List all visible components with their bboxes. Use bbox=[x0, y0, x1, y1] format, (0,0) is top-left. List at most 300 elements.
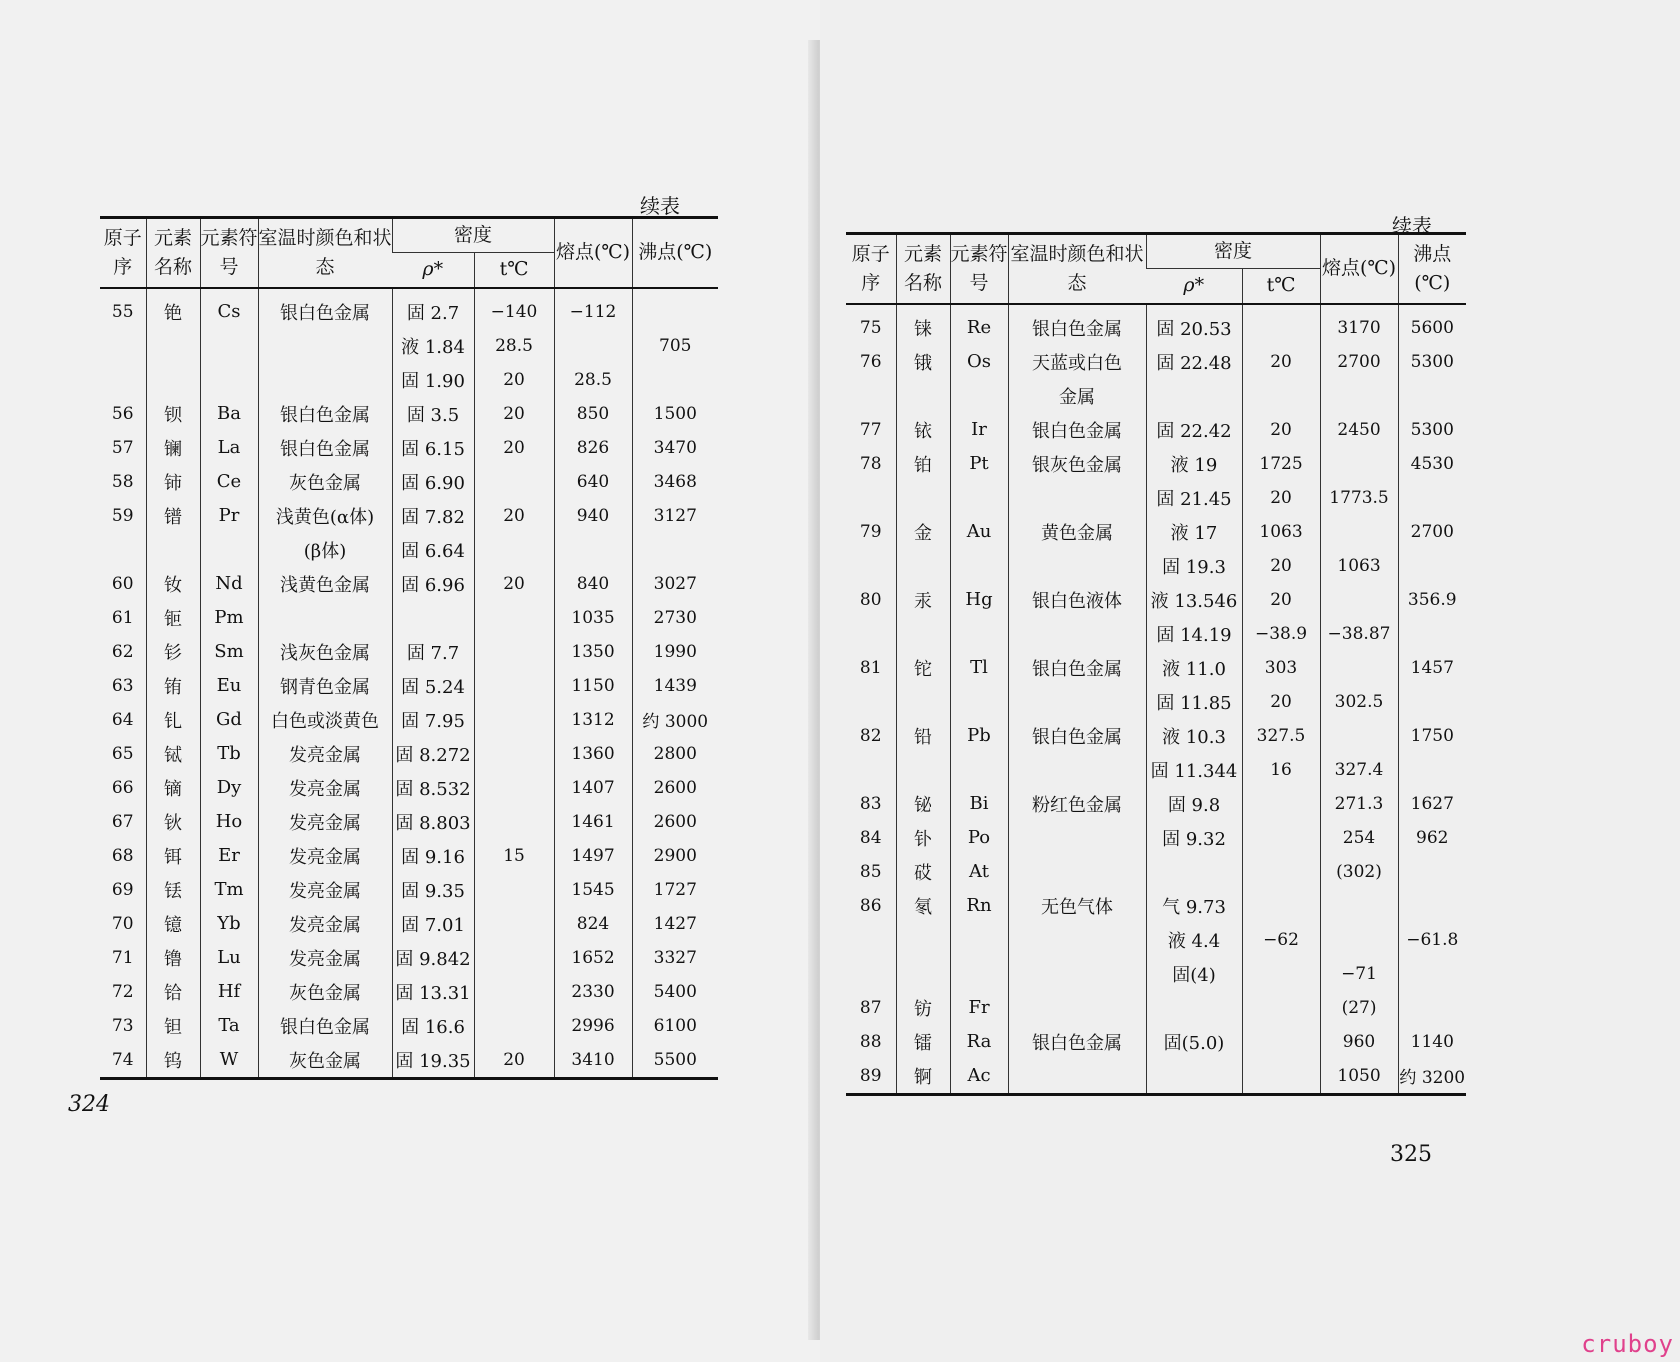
cell-seq: 86 bbox=[859, 895, 882, 916]
cell-density: 固 19.3 bbox=[1146, 549, 1242, 583]
cell-melting: (302) bbox=[1320, 855, 1398, 889]
cell-state: 银白色金属 bbox=[1008, 1025, 1146, 1059]
cell-melting: 840 bbox=[554, 567, 632, 601]
cell-density: 液 19 bbox=[1146, 447, 1242, 481]
cell-melting: 2700 bbox=[1320, 345, 1398, 379]
cell-melting: 254 bbox=[1320, 821, 1398, 855]
cell-symbol bbox=[950, 379, 1008, 413]
cell-name: 铒 bbox=[146, 839, 200, 873]
cell-temp: 15 bbox=[474, 839, 554, 873]
cell-temp bbox=[1242, 1059, 1320, 1095]
cell-seq: 69 bbox=[111, 879, 134, 900]
cell-melting bbox=[1320, 889, 1398, 923]
cell-density: 固 19.35 bbox=[392, 1043, 474, 1079]
cell-density: 液 1.84 bbox=[392, 329, 474, 363]
table-row bbox=[846, 957, 1466, 991]
cell-name: 钫 bbox=[896, 991, 950, 1025]
cell-symbol bbox=[950, 957, 1008, 991]
cell-temp: −38.9 bbox=[1242, 617, 1320, 651]
cell-seq: 58 bbox=[111, 471, 134, 492]
cell-boiling: 5400 bbox=[632, 975, 718, 1009]
cell-name bbox=[896, 379, 950, 413]
cell-symbol: Hf bbox=[200, 975, 258, 1009]
cell-state: 银白色金属 bbox=[1008, 413, 1146, 447]
cell-density: 固 3.5 bbox=[392, 397, 474, 431]
cell-boiling bbox=[1398, 549, 1466, 583]
cell-boiling: 1727 bbox=[632, 873, 718, 907]
cell-temp bbox=[474, 703, 554, 737]
cell-melting bbox=[1320, 515, 1398, 549]
cell-boiling bbox=[632, 288, 718, 329]
cell-density: 固 9.842 bbox=[392, 941, 474, 975]
cell-melting: 1360 bbox=[554, 737, 632, 771]
cell-seq: 71 bbox=[111, 947, 134, 968]
cell-state: 灰色金属 bbox=[258, 465, 392, 499]
element-table bbox=[100, 216, 718, 1080]
cell-temp bbox=[474, 465, 554, 499]
cell-density: 固 9.8 bbox=[1146, 787, 1242, 821]
cell-density: 固 8.532 bbox=[392, 771, 474, 805]
cell-temp: −62 bbox=[1242, 923, 1320, 957]
cell-name: 钕 bbox=[146, 567, 200, 601]
cell-name bbox=[896, 617, 950, 651]
cell-melting bbox=[554, 329, 632, 363]
cell-boiling: 5300 bbox=[1398, 413, 1466, 447]
header-density: 密度 bbox=[392, 218, 554, 253]
cell-seq: 65 bbox=[111, 743, 134, 764]
cell-melting: 302.5 bbox=[1320, 685, 1398, 719]
cell-state: 天蓝或白色 bbox=[1008, 345, 1146, 379]
table-row bbox=[846, 549, 1466, 583]
cell-density: 固(5.0) bbox=[1146, 1025, 1242, 1059]
cell-temp bbox=[474, 805, 554, 839]
cell-seq: 83 bbox=[859, 793, 882, 814]
cell-temp: 20 bbox=[1242, 549, 1320, 583]
cell-name: 铽 bbox=[146, 737, 200, 771]
cell-boiling: 3470 bbox=[632, 431, 718, 465]
cell-name: 铋 bbox=[896, 787, 950, 821]
cell-state bbox=[1008, 1059, 1146, 1095]
cell-melting: 1063 bbox=[1320, 549, 1398, 583]
table-row bbox=[846, 583, 1466, 617]
cell-temp bbox=[474, 1009, 554, 1043]
cell-symbol: Ra bbox=[950, 1025, 1008, 1059]
cell-temp: 327.5 bbox=[1242, 719, 1320, 753]
cell-seq: 82 bbox=[859, 725, 882, 746]
cell-boiling: 1500 bbox=[632, 397, 718, 431]
header-seq: 原子序 bbox=[103, 226, 142, 278]
cell-melting: 1150 bbox=[554, 669, 632, 703]
cell-name: 钽 bbox=[146, 1009, 200, 1043]
cell-state: 银白色金属 bbox=[258, 397, 392, 431]
cell-state: 灰色金属 bbox=[258, 1043, 392, 1079]
cell-seq bbox=[846, 617, 896, 651]
cell-temp: 20 bbox=[1242, 583, 1320, 617]
cell-melting: 1773.5 bbox=[1320, 481, 1398, 515]
cell-temp bbox=[474, 737, 554, 771]
cell-seq: 62 bbox=[111, 641, 134, 662]
cell-temp: 16 bbox=[1242, 753, 1320, 787]
cell-boiling: 1439 bbox=[632, 669, 718, 703]
cell-name bbox=[146, 363, 200, 397]
header-seq: 原子序 bbox=[851, 242, 890, 294]
cell-symbol: Eu bbox=[200, 669, 258, 703]
cell-symbol: Bi bbox=[950, 787, 1008, 821]
cell-boiling: 约 3200 bbox=[1398, 1059, 1466, 1095]
cell-name: 钬 bbox=[146, 805, 200, 839]
cell-melting: 850 bbox=[554, 397, 632, 431]
cell-symbol: Pt bbox=[950, 447, 1008, 481]
cell-seq: 75 bbox=[859, 317, 882, 338]
cell-boiling: 2600 bbox=[632, 771, 718, 805]
cell-seq bbox=[846, 753, 896, 787]
cell-boiling: 5300 bbox=[1398, 345, 1466, 379]
header-melting: 熔点(℃) bbox=[554, 218, 632, 288]
cell-melting: 1461 bbox=[554, 805, 632, 839]
cell-boiling: 3127 bbox=[632, 499, 718, 533]
cell-state: 银白色液体 bbox=[1008, 583, 1146, 617]
cell-density: 固 14.19 bbox=[1146, 617, 1242, 651]
cell-symbol: Cs bbox=[200, 288, 258, 329]
cell-symbol: Ir bbox=[950, 413, 1008, 447]
cell-state: 粉红色金属 bbox=[1008, 787, 1146, 821]
cell-density: 固 21.45 bbox=[1146, 481, 1242, 515]
cell-melting: 1050 bbox=[1320, 1059, 1398, 1095]
table-row bbox=[846, 855, 1466, 889]
cell-temp: 28.5 bbox=[474, 329, 554, 363]
cell-name: 镝 bbox=[146, 771, 200, 805]
cell-seq: 61 bbox=[111, 607, 134, 628]
cell-symbol: Tm bbox=[200, 873, 258, 907]
header-rho: ρ* bbox=[422, 258, 444, 281]
cell-temp bbox=[474, 975, 554, 1009]
cell-temp bbox=[474, 635, 554, 669]
cell-seq: 76 bbox=[859, 351, 882, 372]
cell-symbol: Tl bbox=[950, 651, 1008, 685]
cell-name: 铯 bbox=[146, 288, 200, 329]
cell-boiling: 356.9 bbox=[1398, 583, 1466, 617]
table-row bbox=[100, 975, 718, 1009]
cell-boiling: 5600 bbox=[1398, 304, 1466, 345]
cell-density: 固 6.15 bbox=[392, 431, 474, 465]
cell-melting: 1312 bbox=[554, 703, 632, 737]
table-row bbox=[100, 941, 718, 975]
cell-state: 银白色金属 bbox=[1008, 304, 1146, 345]
cell-seq bbox=[846, 923, 896, 957]
cell-seq: 81 bbox=[859, 657, 882, 678]
cell-state: 发亮金属 bbox=[258, 873, 392, 907]
cell-melting bbox=[1320, 379, 1398, 413]
table-row bbox=[100, 533, 718, 567]
cell-melting: 1497 bbox=[554, 839, 632, 873]
cell-temp: 20 bbox=[474, 499, 554, 533]
header-t: t℃ bbox=[474, 253, 554, 288]
cell-symbol: Po bbox=[950, 821, 1008, 855]
cell-name: 镨 bbox=[146, 499, 200, 533]
header-density: 密度 bbox=[1146, 234, 1320, 269]
cell-temp: 20 bbox=[474, 1043, 554, 1079]
table-body bbox=[846, 304, 1466, 1095]
cell-temp: 20 bbox=[1242, 685, 1320, 719]
cell-symbol: Sm bbox=[200, 635, 258, 669]
table-row bbox=[100, 397, 718, 431]
cell-density bbox=[392, 601, 474, 635]
header-state: 室温时颜色和状态 bbox=[258, 218, 392, 288]
cell-temp bbox=[474, 941, 554, 975]
cell-symbol: Pb bbox=[950, 719, 1008, 753]
cell-seq: 79 bbox=[859, 521, 882, 542]
cell-melting: 1035 bbox=[554, 601, 632, 635]
cell-density: 固 7.7 bbox=[392, 635, 474, 669]
cell-boiling: 2800 bbox=[632, 737, 718, 771]
cell-state: 黄色金属 bbox=[1008, 515, 1146, 549]
cell-symbol: Pm bbox=[200, 601, 258, 635]
cell-seq: 87 bbox=[859, 997, 882, 1018]
cell-melting: 2450 bbox=[1320, 413, 1398, 447]
cell-boiling bbox=[632, 533, 718, 567]
cell-seq: 57 bbox=[111, 437, 134, 458]
cell-boiling bbox=[1398, 991, 1466, 1025]
cell-name: 铂 bbox=[896, 447, 950, 481]
cell-density: 固 7.01 bbox=[392, 907, 474, 941]
cell-density: 固 6.64 bbox=[392, 533, 474, 567]
cell-temp bbox=[1242, 957, 1320, 991]
cell-seq bbox=[100, 363, 146, 397]
cell-name: 镭 bbox=[896, 1025, 950, 1059]
element-table bbox=[846, 232, 1466, 1096]
cell-density: 固 2.7 bbox=[392, 288, 474, 329]
cell-temp: 20 bbox=[474, 567, 554, 601]
cell-symbol: Dy bbox=[200, 771, 258, 805]
page-number: 325 bbox=[1390, 1142, 1432, 1167]
cell-state: 银白色金属 bbox=[258, 431, 392, 465]
table-row bbox=[846, 787, 1466, 821]
cell-melting: 2330 bbox=[554, 975, 632, 1009]
watermark: cruboy bbox=[1581, 1330, 1674, 1358]
cell-name: 铕 bbox=[146, 669, 200, 703]
cell-boiling bbox=[1398, 889, 1466, 923]
cell-state: 银白色金属 bbox=[258, 288, 392, 329]
cell-density: 固 9.16 bbox=[392, 839, 474, 873]
cell-state: 发亮金属 bbox=[258, 737, 392, 771]
cell-temp bbox=[1242, 787, 1320, 821]
cell-temp: 1725 bbox=[1242, 447, 1320, 481]
cell-melting: 3410 bbox=[554, 1043, 632, 1079]
cell-seq: 89 bbox=[859, 1065, 882, 1086]
cell-name bbox=[896, 685, 950, 719]
cell-symbol: Hg bbox=[950, 583, 1008, 617]
cell-melting: −112 bbox=[554, 288, 632, 329]
cell-temp bbox=[1242, 855, 1320, 889]
cell-density: 气 9.73 bbox=[1146, 889, 1242, 923]
table-row bbox=[846, 379, 1466, 413]
cell-name: 钋 bbox=[896, 821, 950, 855]
cell-density: 固 6.90 bbox=[392, 465, 474, 499]
cell-boiling: 1457 bbox=[1398, 651, 1466, 685]
table-row bbox=[846, 821, 1466, 855]
cell-melting bbox=[1320, 447, 1398, 481]
cell-seq bbox=[846, 685, 896, 719]
cell-seq: 84 bbox=[859, 827, 882, 848]
cell-state: 发亮金属 bbox=[258, 941, 392, 975]
table-row bbox=[100, 805, 718, 839]
cell-state: 灰色金属 bbox=[258, 975, 392, 1009]
cell-melting bbox=[1320, 719, 1398, 753]
cell-seq: 68 bbox=[111, 845, 134, 866]
cell-temp: 20 bbox=[474, 363, 554, 397]
cell-symbol: Ce bbox=[200, 465, 258, 499]
cell-symbol: Ta bbox=[200, 1009, 258, 1043]
table-row bbox=[100, 669, 718, 703]
table-row bbox=[100, 839, 718, 873]
cell-state: 浅灰色金属 bbox=[258, 635, 392, 669]
cell-boiling: 1140 bbox=[1398, 1025, 1466, 1059]
cell-boiling: 3027 bbox=[632, 567, 718, 601]
table-row bbox=[846, 991, 1466, 1025]
table-row bbox=[846, 753, 1466, 787]
cell-name: 铅 bbox=[896, 719, 950, 753]
header-symbol: 元素符号 bbox=[950, 234, 1008, 304]
cell-temp: −140 bbox=[474, 288, 554, 329]
cell-density bbox=[1146, 855, 1242, 889]
cell-state: 发亮金属 bbox=[258, 907, 392, 941]
cell-name bbox=[146, 533, 200, 567]
cell-state: 银白色金属 bbox=[258, 1009, 392, 1043]
cell-density: 固 11.85 bbox=[1146, 685, 1242, 719]
table-row bbox=[846, 651, 1466, 685]
cell-temp: 303 bbox=[1242, 651, 1320, 685]
cell-melting: 640 bbox=[554, 465, 632, 499]
cell-temp: 20 bbox=[474, 397, 554, 431]
cell-temp bbox=[1242, 304, 1320, 345]
cell-melting: −38.87 bbox=[1320, 617, 1398, 651]
table-row bbox=[100, 737, 718, 771]
cell-temp bbox=[1242, 821, 1320, 855]
cell-state bbox=[1008, 753, 1146, 787]
cell-melting bbox=[1320, 651, 1398, 685]
page-number: 324 bbox=[68, 1092, 110, 1117]
cell-seq bbox=[846, 379, 896, 413]
cell-boiling: 2700 bbox=[1398, 515, 1466, 549]
cell-density bbox=[1146, 991, 1242, 1025]
cell-density: 液 11.0 bbox=[1146, 651, 1242, 685]
right-page bbox=[820, 0, 1680, 1362]
cell-symbol bbox=[200, 363, 258, 397]
table-row bbox=[100, 873, 718, 907]
cell-seq: 78 bbox=[859, 453, 882, 474]
table-row bbox=[100, 1043, 718, 1079]
cell-boiling: 705 bbox=[632, 329, 718, 363]
table-row bbox=[846, 889, 1466, 923]
table-row bbox=[846, 719, 1466, 753]
cell-name: 氡 bbox=[896, 889, 950, 923]
cell-name: 锇 bbox=[896, 345, 950, 379]
cell-density: 液 10.3 bbox=[1146, 719, 1242, 753]
header-boiling: 沸点(℃) bbox=[1398, 234, 1466, 304]
cell-name: 汞 bbox=[896, 583, 950, 617]
cell-density: 液 13.546 bbox=[1146, 583, 1242, 617]
table-row bbox=[100, 601, 718, 635]
cell-seq: 88 bbox=[859, 1031, 882, 1052]
cell-symbol: At bbox=[950, 855, 1008, 889]
cell-symbol: Au bbox=[950, 515, 1008, 549]
cell-symbol: Pr bbox=[200, 499, 258, 533]
cell-boiling bbox=[1398, 685, 1466, 719]
table-row bbox=[846, 413, 1466, 447]
cell-name: 钆 bbox=[146, 703, 200, 737]
cell-melting bbox=[1320, 923, 1398, 957]
cell-density: 固 8.272 bbox=[392, 737, 474, 771]
cell-temp bbox=[474, 771, 554, 805]
cell-boiling bbox=[1398, 753, 1466, 787]
cell-name: 钐 bbox=[146, 635, 200, 669]
cell-melting: 1350 bbox=[554, 635, 632, 669]
cell-boiling: 1427 bbox=[632, 907, 718, 941]
table-row bbox=[846, 923, 1466, 957]
cell-boiling: 3327 bbox=[632, 941, 718, 975]
cell-symbol: Re bbox=[950, 304, 1008, 345]
cell-temp: 20 bbox=[1242, 345, 1320, 379]
cell-seq: 67 bbox=[111, 811, 134, 832]
table-row bbox=[100, 635, 718, 669]
cell-melting: 271.3 bbox=[1320, 787, 1398, 821]
left-page bbox=[0, 0, 820, 1362]
cell-density bbox=[1146, 379, 1242, 413]
cell-state: 钢青色金属 bbox=[258, 669, 392, 703]
cell-density: 固 9.32 bbox=[1146, 821, 1242, 855]
cell-state bbox=[258, 363, 392, 397]
cell-state: 银白色金属 bbox=[1008, 651, 1146, 685]
cell-density: 固(4) bbox=[1146, 957, 1242, 991]
cell-state: 白色或淡黄色 bbox=[258, 703, 392, 737]
cell-melting: (27) bbox=[1320, 991, 1398, 1025]
cell-state: (β体) bbox=[258, 533, 392, 567]
cell-density: 固 13.31 bbox=[392, 975, 474, 1009]
cell-state bbox=[1008, 855, 1146, 889]
cell-name: 钨 bbox=[146, 1043, 200, 1079]
cell-density: 固 11.344 bbox=[1146, 753, 1242, 787]
cell-state bbox=[1008, 685, 1146, 719]
cell-seq: 73 bbox=[111, 1015, 134, 1036]
cell-symbol bbox=[200, 329, 258, 363]
table-row bbox=[846, 1025, 1466, 1059]
cell-boiling: 2900 bbox=[632, 839, 718, 873]
table-row bbox=[100, 907, 718, 941]
table-row bbox=[846, 617, 1466, 651]
cell-temp bbox=[474, 533, 554, 567]
cell-density: 固 5.24 bbox=[392, 669, 474, 703]
cell-symbol: Gd bbox=[200, 703, 258, 737]
continued-label: 续表 bbox=[1392, 214, 1432, 238]
cell-boiling bbox=[1398, 855, 1466, 889]
cell-symbol: Lu bbox=[200, 941, 258, 975]
cell-name: 铊 bbox=[896, 651, 950, 685]
cell-boiling bbox=[1398, 481, 1466, 515]
cell-melting: 327.4 bbox=[1320, 753, 1398, 787]
cell-symbol bbox=[950, 481, 1008, 515]
cell-density: 固 20.53 bbox=[1146, 304, 1242, 345]
table-row bbox=[100, 363, 718, 397]
cell-boiling: 1627 bbox=[1398, 787, 1466, 821]
cell-name bbox=[896, 923, 950, 957]
cell-state: 发亮金属 bbox=[258, 805, 392, 839]
table-row bbox=[100, 567, 718, 601]
cell-symbol: La bbox=[200, 431, 258, 465]
cell-state: 浅黄色(α体) bbox=[258, 499, 392, 533]
cell-symbol: Os bbox=[950, 345, 1008, 379]
cell-temp bbox=[474, 669, 554, 703]
cell-name bbox=[896, 753, 950, 787]
